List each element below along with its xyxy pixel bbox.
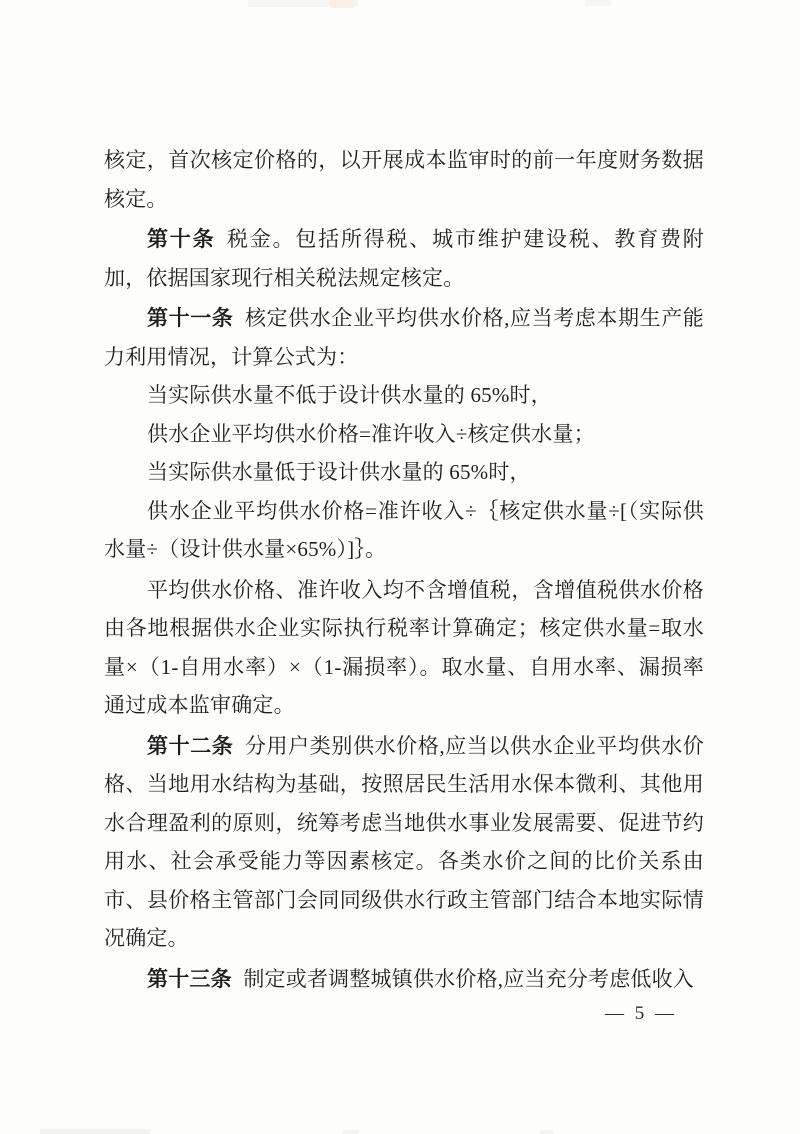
paragraph-formula	[104, 415, 704, 454]
paragraph-text: 分用户类别供水价格,应当以供水企业平均供水价格、当地用水结构为基础，按照居民生活用水保本微利、其他用水合理盈利的原则，统筹考虑当地供水事业发展需要、促进节约用水、社会承受能力等因素核定。各类水价之间的比价关系由市、县价格主管部门会同同级供水行政主管部门结合本地实际情况确定。	[104, 733, 704, 950]
scan-artifact	[540, 1130, 554, 1134]
paragraph-text: 平均供水价格、准许收入均不含增值税，含增值税供水价格由各地根据供水企业实际执行税率计算确定；核定供水量=取水量×（1-自用水率）×（1-漏损率）。取水量、自用水率、漏损率通过成本监审确定。	[104, 577, 704, 717]
paragraph-article-13	[104, 960, 704, 999]
paragraph-text: 税金。包括所得税、城市维护建设税、教育费附加，依据国家现行相关税法规定核定。	[104, 227, 704, 290]
paragraph-text: 制定或者调整城镇供水价格,应当充分考虑低收入	[243, 966, 695, 991]
paragraph-article-12	[104, 727, 704, 958]
scan-artifact	[342, 1130, 358, 1134]
article-lead: 第十二条	[147, 733, 234, 758]
paragraph-formula	[104, 492, 704, 569]
paragraph-article-10	[104, 220, 704, 297]
paragraph-article-11	[104, 299, 704, 376]
scan-artifact	[248, 0, 358, 7]
scan-artifact	[40, 1129, 150, 1134]
paragraph-formula-condition	[104, 376, 704, 415]
paragraph-text: 供水企业平均供水价格=准许收入÷｛核定供水量÷[（实际供水量÷（设计供水量×65%）]｝。	[104, 498, 704, 561]
paragraph-text: 供水企业平均供水价格=准许收入÷核定供水量；	[147, 421, 595, 446]
scan-artifact	[585, 0, 611, 6]
paragraph-text: 核定，首次核定价格的，以开展成本监审时的前一年度财务数据核定。	[104, 148, 704, 211]
paragraph-formula-condition	[104, 453, 704, 492]
article-lead: 第十条	[147, 227, 216, 251]
paragraph	[104, 571, 704, 725]
paragraph-text: 当实际供水量不低于设计供水量的 65%时，	[147, 383, 552, 407]
document-body	[104, 141, 704, 998]
page-number: — 5 —	[605, 1003, 677, 1024]
paragraph	[104, 141, 704, 218]
article-lead: 第十三条	[147, 966, 232, 991]
article-lead: 第十一条	[147, 306, 234, 330]
scan-artifact	[330, 0, 354, 8]
paragraph-text: 当实际供水量低于设计供水量的 65%时，	[147, 460, 531, 484]
page-footer	[0, 1003, 800, 1035]
paragraph-text: 核定供水企业平均供水价格,应当考虑本期生产能力利用情况，计算公式为：	[104, 306, 704, 369]
